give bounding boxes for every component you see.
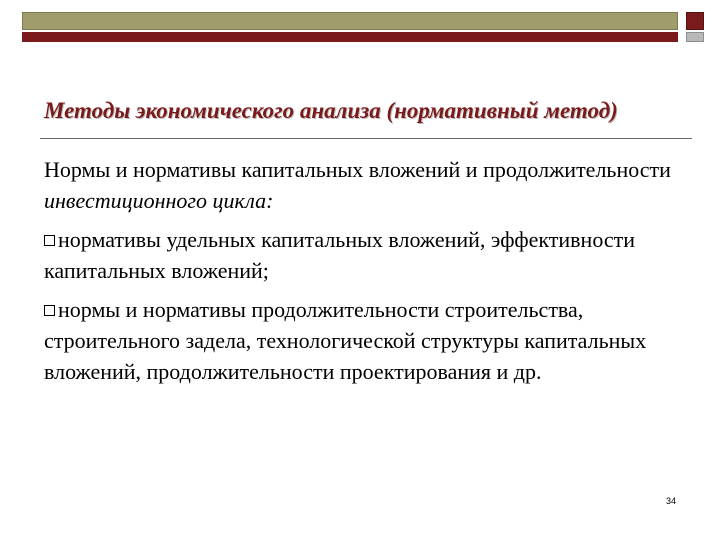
header-corner-square-gray: [686, 32, 704, 42]
bullet-text: нормы и нормативы продолжительности строительства, строительного задела, технологической структуры капитальных вложений, продолжительности проектирования и др.: [44, 297, 647, 384]
intro-italic-text: инвестиционного цикла:: [44, 188, 274, 213]
header-red-line: [22, 32, 678, 42]
slide-title: Методы экономического анализа (нормативный метод): [44, 98, 618, 123]
page-number: 34: [666, 496, 677, 506]
slide-body: [44, 154, 684, 395]
header-olive-bar: [22, 12, 678, 30]
header-corner-square-red: [686, 12, 704, 30]
title-divider: [40, 138, 692, 139]
bullet-item: [44, 224, 684, 286]
intro-paragraph: [44, 154, 684, 216]
square-bullet-icon: [44, 235, 55, 246]
square-bullet-icon: [44, 305, 55, 316]
intro-text: Нормы и нормативы капитальных вложений и продолжительности: [44, 157, 671, 182]
bullet-item: [44, 294, 684, 387]
bullet-text: нормативы удельных капитальных вложений, эффективности капитальных вложений;: [44, 227, 636, 283]
